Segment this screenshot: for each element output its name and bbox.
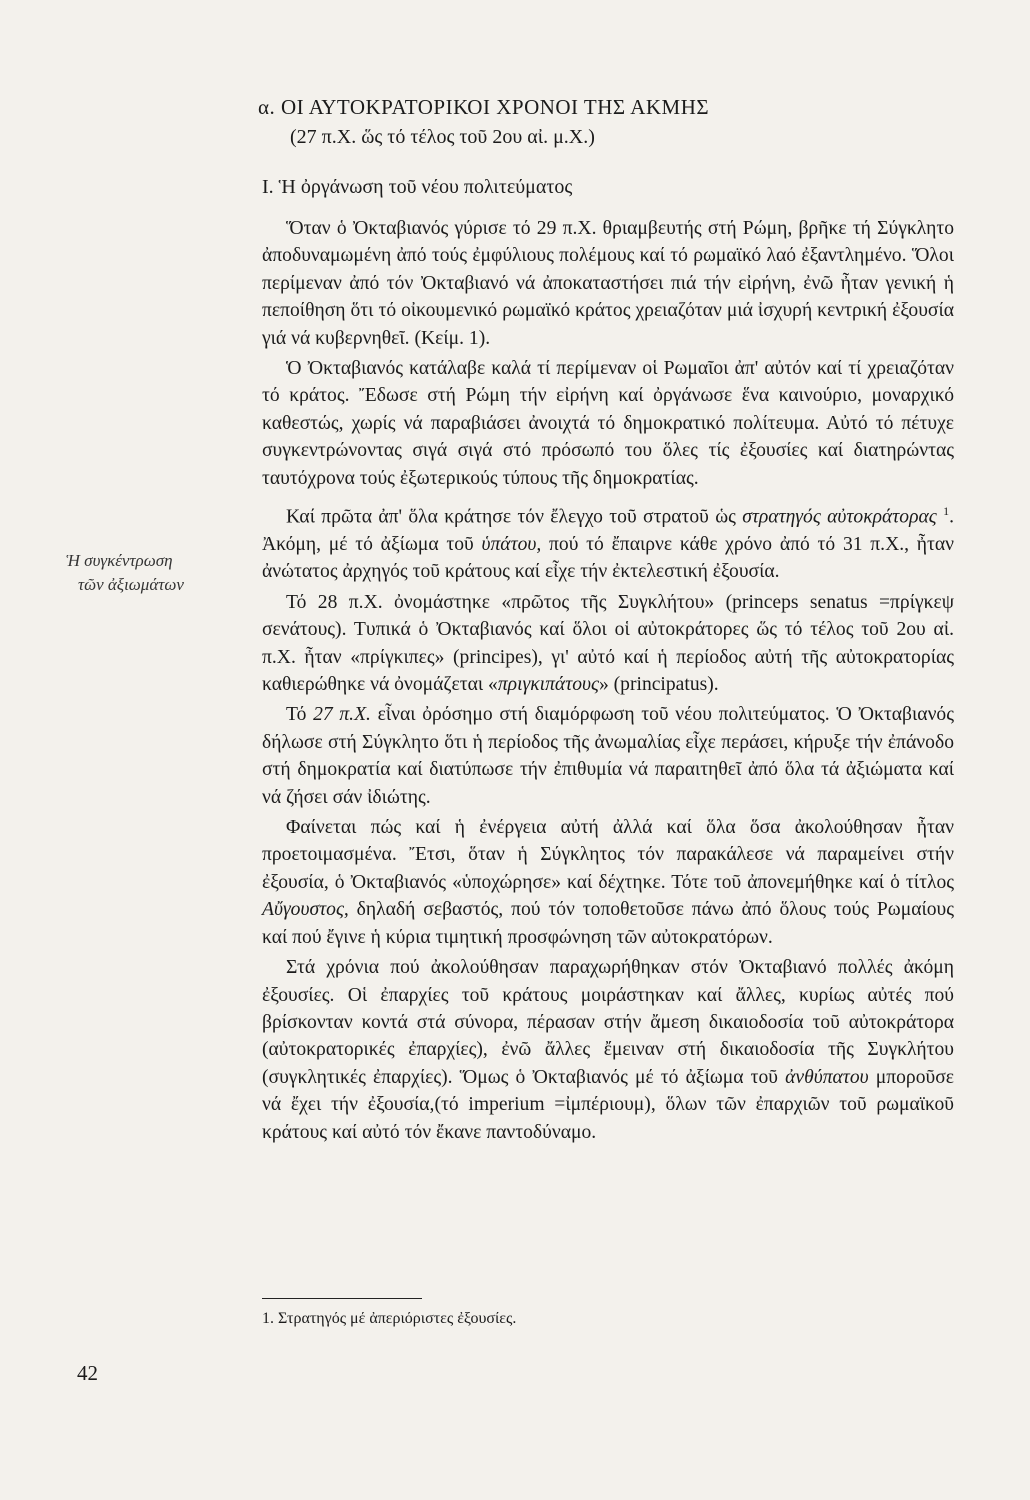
page-number: 42 (77, 1361, 98, 1385)
chapter-title: α. ΟΙ ΑΥΤΟΚΡΑΤΟΡΙΚΟΙ ΧΡΟΝΟΙ ΤΗΣ ΑΚΜΗΣ (258, 95, 710, 119)
margin-note-line-1: Ἡ συγκέντρωση (66, 551, 173, 570)
emphasis-year: 27 π.Χ. (313, 704, 371, 726)
paragraph-6: Φαίνεται πώς καί ἡ ἐνέργεια αὐτή ἀλλά καί ὅλα ὅσα ἀκολούθησαν ἦταν προετοιμασμένα. Ἔτσι, ὅταν ἡ Σύγκλητος τόν παρακάλεσε νά παραμείνει στήν ἐξουσία, ὁ Ὀκταβιανός «ὑποχώρησε» καί δέχτηκε. Τότε τοῦ ἀπονεμήθηκε καί ὁ τίτλος Αὔγουστος, δηλαδή σεβαστός, πού τόν τοποθετοῦσε πάνω ἀπό ὅλους τούς Ρωμαίους καί πού ἔγινε ἡ κύρια τιμητική προσφώνηση τῶν αὐτοκρατόρων. (262, 817, 954, 948)
paragraph-4: Τό 28 π.Χ. ὀνομάστηκε «πρῶτος τῆς Συγκλήτου» (princeps senatus =πρίγκεψ σενάτους). Τυπικά ὁ Ὀκταβιανός καί ὅλοι οἱ αὐτοκράτορες ὥς τό τέλος τοῦ 2ου αἰ. π.Χ. ἦταν «πρίγκιπες» (principes), γι' αὐτό καί ἡ περίοδος αὐτή τῆς αὐτοκρατορίας καθιερώθηκε νά ὀνομάζεται «πριγκιπάτους» (principatus). (262, 591, 954, 696)
emphasis-hypatos: ὑπάτου, (481, 534, 542, 555)
paragraph-1: Ὅταν ὁ Ὀκταβιανός γύρισε τό 29 π.Χ. θριαμβευτής στή Ρώμη, βρῆκε τή Σύγκλητο ἀποδυναμωμένη ἀπό τούς ἐμφύλιους πολέμους καί τό ρωμαϊκό λαό ἐξαντλημένο. Ὅλοι περίμεναν ἀπό τόν Ὀκταβιανό νά ἀποκαταστήσει πιά τήν εἰρήνη, ἐνῶ ἦταν γενική ἡ πεποίθηση ὅτι τό οἰκουμενικό ρωμαϊκό κράτος χρειαζόταν μιά ἰσχυρή κεντρική ἐξουσία γιά νά κυβερνηθεῖ. (Κείμ. 1). (262, 218, 954, 349)
paragraph-5: Τό 27 π.Χ. εἶναι ὀρόσημο στή διαμόρφωση τοῦ νέου πολιτεύματος. Ὁ Ὀκταβιανός δήλωσε στή Σύγκλητο ὅτι ἡ περίοδος τῆς ἀνωμαλίας εἶχε περάσει, κήρυξε τήν ἐπάνοδο στή δημοκρατία καί διατύπωσε τήν ἐπιθυμία νά παραιτηθεῖ ἀπό ὅλα τά ἀξιώματα καί νά ζήσει σάν ἰδιώτης. (262, 704, 954, 808)
chapter-subtitle: (27 π.Χ. ὥς τό τέλος τοῦ 2ου αἰ. μ.Χ.) (290, 126, 595, 148)
emphasis-strategos: στρατηγός αὐτοκράτορας (742, 506, 937, 528)
margin-note (66, 549, 256, 597)
footnote: 1. Στρατηγός μέ ἀπεριόριστες ἐξουσίες. (262, 1310, 517, 1327)
footnote-divider (262, 1298, 422, 1299)
footnote-ref: 1 (943, 504, 950, 519)
body-text (262, 215, 954, 1149)
section-heading: Ι. Ἡ ὀργάνωση τοῦ νέου πολιτεύματος (262, 176, 573, 198)
margin-note-line-2: τῶν ἀξιωμάτων (78, 575, 184, 594)
emphasis-augustus: Αὔγουστος, (262, 899, 349, 921)
paragraph-2: Ὁ Ὀκταβιανός κατάλαβε καλά τί περίμεναν οἱ Ρωμαῖοι ἀπ' αὐτόν καί τί χρειαζόταν τό κράτος. Ἔδωσε στή Ρώμη τήν εἰρήνη καί ὀργάνωσε ἕνα καινούριο, μοναρχικό καθεστώς, χωρίς νά παραβιάσει ἀνοιχτά τό δημοκρατικό πολίτευμα. Αὐτό τό πέτυχε συγκεντρώνοντας σιγά σιγά στό πρόσωπό του ὅλες τίς ἐξουσίες καί διατηρώντας ταυτόχρονα τούς ἐξωτερικούς τύπους τῆς δημοκρατίας. (262, 358, 954, 489)
emphasis-principate: πριγκιπάτους (497, 674, 599, 696)
paragraph-3: Καί πρῶτα ἀπ' ὅλα κράτησε τόν ἔλεγχο τοῦ στρατοῦ ὡς στρατηγός αὐτοκράτορας $^1$. Ἀκόμη, μέ τό ἀξίωμα τοῦ ὑπάτου, πού τό ἔπαιρνε κάθε χρόνο ἀπό τό 31 π.Χ., ἦταν ἀνώτατος ἀρχηγός τοῦ κράτους καί εἶχε τήν ἐκτελεστική ἐξουσία. (262, 504, 955, 583)
paragraph-7: Στά χρόνια πού ἀκολούθησαν παραχωρήθηκαν στόν Ὀκταβιανό πολλές ἀκόμη ἐξουσίες. Οἱ ἐπαρχίες τοῦ κράτους μοιράστηκαν καί ἄλλες, κυρίως αὐτές πού βρίσκονταν κοντά στά σύνορα, πέρασαν στήν ἄμεση δικαιοδοσία τοῦ αὐτοκράτορα (αὐτοκρατορικές ἐπαρχίες), ἐνῶ ἄλλες ἔμειναν στή δικαιοδοσία τῆς Συγκλήτου (συγκλητικές ἐπαρχίες). Ὅμως ὁ Ὀκταβιανός μέ τό ἀξίωμα τοῦ ἀνθύπατου μποροῦσε νά ἔχει τήν ἐξουσία,(τό imperium =ἰμπέριουμ), ὅλων τῶν ἐπαρχιῶν τοῦ ρωμαϊκοῦ κράτους καί αὐτό τόν ἔκανε παντοδύναμο. (262, 957, 954, 1143)
emphasis-proconsul: ἀνθύπατου (785, 1066, 869, 1088)
